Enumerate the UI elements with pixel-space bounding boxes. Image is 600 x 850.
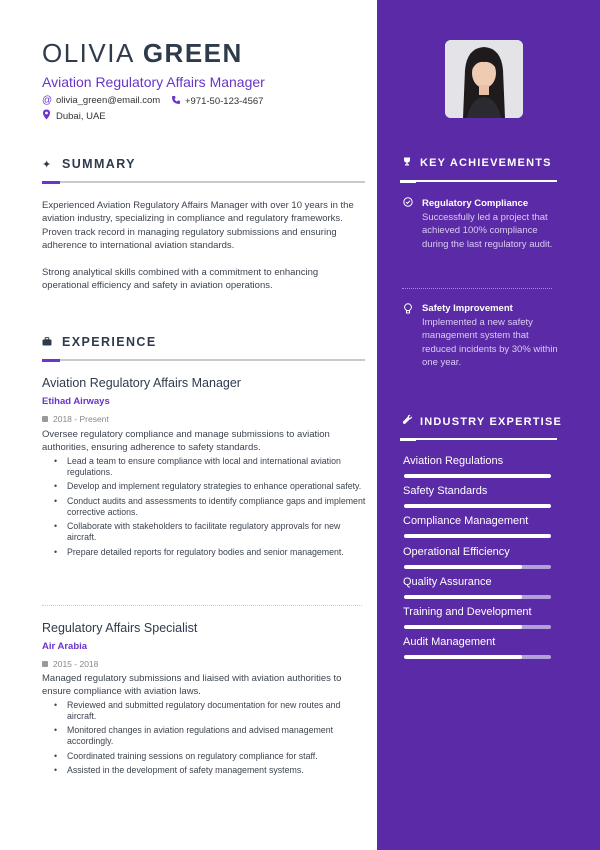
achievement-1-description: Successfully led a project that achieved 100% compliance during the last regulatory audit.: [422, 212, 553, 250]
calendar-icon: [42, 661, 48, 667]
skill-label: Training and Development: [403, 606, 532, 618]
location-pin-icon: [42, 109, 56, 123]
experience-heading-text: EXPERIENCE: [62, 335, 157, 349]
job-1-dates-text: 2018 - Present: [53, 414, 109, 424]
list-item: • Assisted in the development of safety management systems.: [54, 765, 368, 776]
job-2-company: Air Arabia: [42, 641, 88, 652]
skill-bar: [404, 625, 551, 629]
phone-icon: [171, 95, 185, 108]
expertise-heading-text: INDUSTRY EXPERTISE: [420, 416, 563, 428]
skill-label: Operational Efficiency: [403, 545, 510, 558]
briefcase-icon: [42, 337, 54, 349]
achievement-1-title: Regulatory Compliance: [422, 198, 529, 209]
skill-bar-fill: [404, 504, 551, 508]
expertise-divider: [400, 438, 557, 440]
profile-photo: [445, 40, 523, 118]
list-item: • Conduct audits and assessments to identify compliance gaps and implement corrective actions.: [54, 496, 368, 518]
summary-paragraph-1: Experienced Aviation Regulatory Affairs Manager with over 10 years in the aviation industry, specializing in compliance and regulatory frameworks. Proven track record in managing regulatory submissions and ensuring adherence to international aviation standards.: [42, 200, 354, 252]
skill-bar: [404, 534, 551, 538]
job-1-title: Aviation Regulatory Affairs Manager: [42, 376, 241, 390]
job-2-dates-text: 2015 - 2018: [53, 659, 99, 669]
job-1-dates: [42, 414, 109, 424]
phone-contact[interactable]: [171, 95, 263, 108]
skill-bar-fill: [404, 625, 522, 629]
job-1-bullets: [54, 456, 368, 561]
skill-bar: [404, 504, 551, 508]
skill-bar-fill: [404, 655, 522, 659]
job-2-dates: [42, 659, 98, 669]
list-item: • Reviewed and submitted regulatory documentation for new routes and aircraft.: [54, 700, 368, 722]
list-item: • Prepare detailed reports for regulatory bodies and senior management.: [54, 547, 368, 558]
summary-paragraph-2: Strong analytical skills combined with a commitment to enhancing operational efficiency and safety in aviation operations.: [42, 267, 319, 292]
location-contact: [42, 109, 106, 123]
calendar-icon: [42, 416, 48, 422]
job-2-bullets: [54, 700, 368, 780]
skill-bar-fill: [404, 595, 522, 599]
job-separator: [42, 605, 362, 606]
list-item: • Coordinated training sessions on regulatory compliance for staff.: [54, 751, 368, 762]
skill-label: Compliance Management: [403, 515, 529, 528]
achievement-separator: [402, 288, 552, 289]
first-name: OLIVIA: [42, 38, 135, 68]
email-contact[interactable]: [42, 95, 160, 106]
job-2-title: Regulatory Affairs Specialist: [42, 621, 198, 635]
skill-bar: [404, 595, 551, 599]
list-item: • Monitored changes in aviation regulations and advised management accordingly.: [54, 725, 368, 747]
candidate-name: [42, 38, 243, 69]
job-2-description: Managed regulatory submissions and liaised with aviation authorities to ensure compliance with aviation laws.: [42, 673, 342, 697]
email-text[interactable]: olivia_green@email.com: [56, 95, 161, 106]
achievements-heading-text: KEY ACHIEVEMENTS: [420, 157, 552, 169]
achievements-heading: [402, 157, 562, 169]
job-1-company: Etihad Airways: [42, 396, 110, 407]
achievement-2-title: Safety Improvement: [422, 303, 513, 314]
expertise-heading: [402, 414, 562, 428]
location-text: Dubai, UAE: [56, 110, 106, 122]
check-circle-icon: [403, 197, 415, 209]
experience-heading: [42, 335, 365, 349]
summary-heading-text: SUMMARY: [62, 157, 136, 171]
skill-bar-fill: [404, 534, 551, 538]
sparkle-icon: ✦: [42, 159, 53, 171]
skill-bar-fill: [404, 565, 522, 569]
trophy-icon: [402, 157, 414, 169]
summary-divider: [42, 181, 365, 183]
skill-label: Safety Standards: [403, 485, 488, 498]
achievement-2-description: Implemented a new safety management system that reduced incidents by 30% within one year.: [422, 317, 558, 369]
skill-bar: [404, 474, 551, 478]
lightbulb-icon: [403, 303, 415, 316]
skill-label: Aviation Regulations: [403, 455, 504, 467]
skill-label: Audit Management: [403, 636, 496, 649]
job-1-description: Oversee regulatory compliance and manage submissions to aviation authorities, ensuring adherence to safety standards.: [42, 429, 330, 453]
wrench-icon: [402, 414, 414, 428]
skill-bar-fill: [404, 474, 551, 478]
list-item: • Lead a team to ensure compliance with local and international aviation regulations.: [54, 456, 368, 478]
achievements-divider: [400, 180, 557, 182]
summary-heading: [42, 157, 365, 171]
skill-bar: [404, 565, 551, 569]
list-item: • Collaborate with stakeholders to facilitate regulatory approvals for new aircraft.: [54, 521, 368, 543]
skill-label: Quality Assurance: [403, 575, 492, 588]
job-title-headline: Aviation Regulatory Affairs Manager: [42, 74, 265, 90]
phone-text[interactable]: +971-50-123-4567: [185, 96, 264, 107]
list-item: • Develop and implement regulatory strategies to enhance operational safety.: [54, 481, 368, 492]
skill-bar: [404, 655, 551, 659]
at-icon: @: [42, 95, 53, 106]
experience-divider: [42, 359, 365, 361]
last-name: GREEN: [142, 38, 243, 68]
